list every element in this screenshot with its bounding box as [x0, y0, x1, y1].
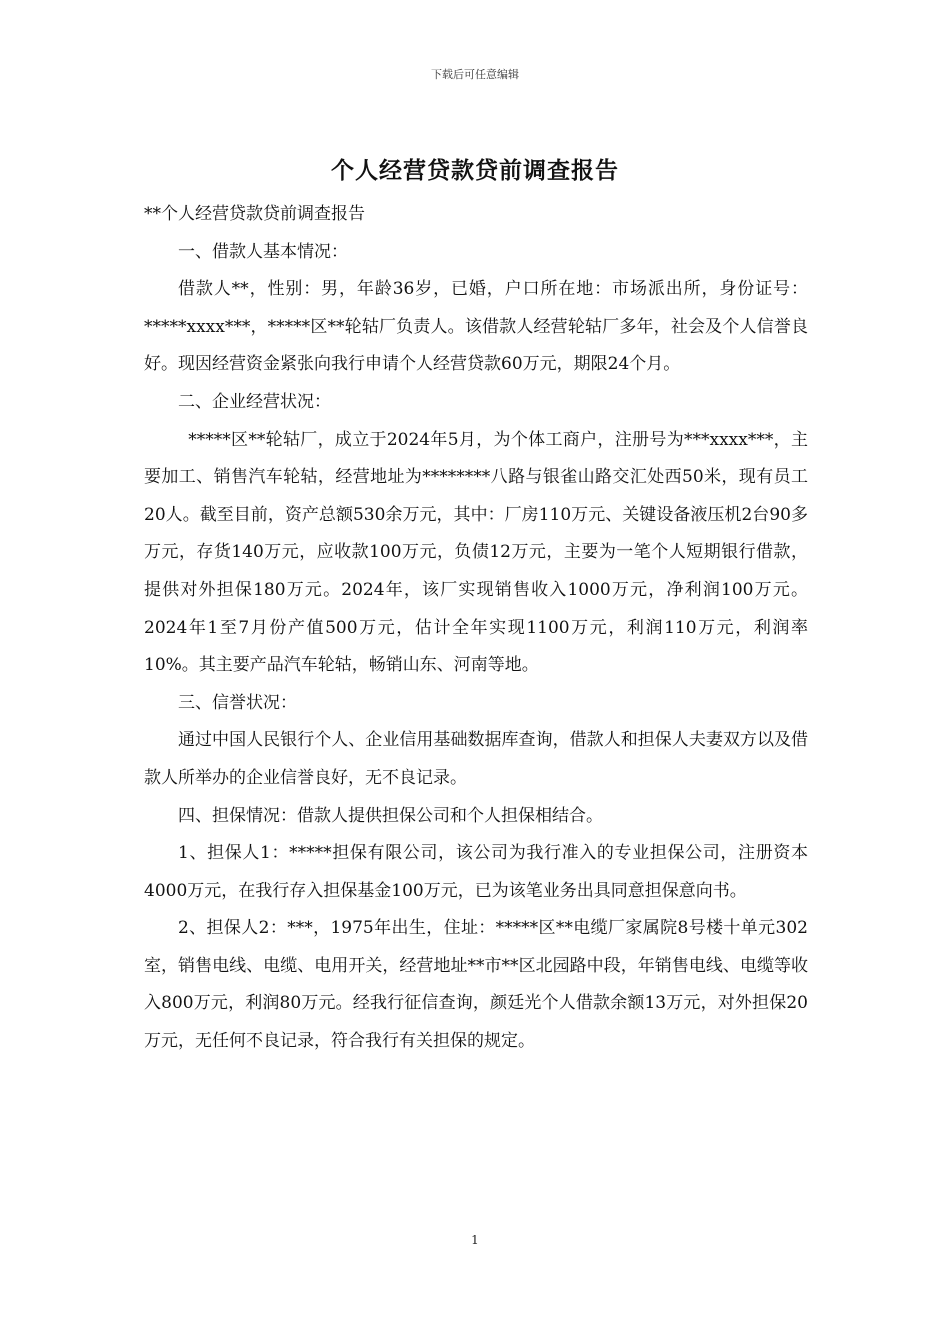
paragraph-guarantor-1: 1、担保人1：*****担保有限公司，该公司为我行准入的专业担保公司，注册资本4000万元，在我行存入担保基金100万元，已为该笔业务出具同意担保意向书。 — [144, 843, 808, 901]
section-heading-guarantee: 四、担保情况：借款人提供担保公司和个人担保相结合。 — [178, 805, 603, 826]
section-heading-business: 二、企业经营状况： — [178, 391, 331, 412]
paragraph-credit-info: 通过中国人民银行个人、企业信用基础数据库查询，借款人和担保人夫妻双方以及借款人所举办的企业信誉良好，无不良记录。 — [144, 730, 808, 788]
header-note: 下载后可任意编辑 — [431, 68, 519, 81]
report-subtitle: **个人经营贷款贷前调查报告 — [144, 204, 365, 224]
paragraph-business-info: *****区**轮轱厂，成立于2024年5月，为个体工商户，注册号为***xxxx***，主要加工、销售汽车轮轱，经营地址为********八路与银雀山路交汇处西50米，现有员工20人。截至目前，资产总额530余万元，其中：厂房110万元、关键设备液压机2台90多万元，存货140万元，应收款100万元，负债12万元，主要为一笔个人短期银行借款，提供对外担保180万元。2024年，该厂实现销售收入1000万元，净利润100万元。2024年1至7月份产值500万元，估计全年实现1100万元，利润110万元，利润率10%。其主要产品汽车轮轱，畅销山东、河南等地。 — [144, 429, 808, 676]
section-heading-credit: 三、信誉状况： — [178, 692, 297, 713]
document-body — [144, 196, 808, 1061]
paragraph-guarantor-2: 2、担保人2：***，1975年出生，住址：*****区**电缆厂家属院8号楼十单元302室，销售电线、电缆、电用开关，经营地址**市**区北园路中段，年销售电线、电缆等收入800万元，利润80万元。经我行征信查询，颜廷光个人借款余额13万元，对外担保20万元，无任何不良记录，符合我行有关担保的规定。 — [144, 918, 808, 1052]
paragraph-borrower-info: 借款人**，性别：男，年龄36岁，已婚，户口所在地：市场派出所，身份证号：*****xxxx***，*****区**轮轱厂负责人。该借款人经营轮轱厂多年，社会及个人信誉良好。现因经营资金紧张向我行申请个人经营贷款60万元，期限24个月。 — [144, 279, 808, 375]
section-heading-borrower: 一、借款人基本情况： — [178, 241, 348, 262]
page-number: 1 — [471, 1233, 479, 1247]
document-title: 个人经营贷款贷前调查报告 — [331, 157, 619, 184]
